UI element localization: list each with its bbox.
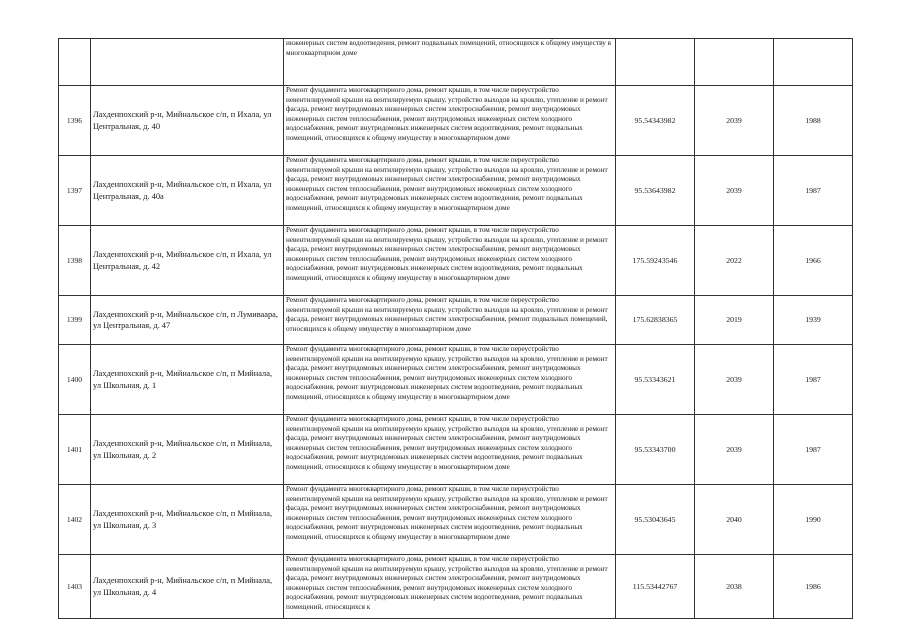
- row-works: Ремонт фундамента многоквартирного дома, ремонт крыши, в том числе переустройство невентилируемой крыши на вентилируемую крышу, устройство выходов на кровлю, утепление и ремонт фасада, ремонт внутридомовых инженерных систем электроснабжения, ремонт внутридомовых инженерных систем теплоснабжения, ремонт внутридомовых инженерных систем холодного водоснабжения, ремонт внутридомовых инженерных систем водоотведения, ремонт подвальных помещений, относящихся к общему имуществу в многоквартирном доме: [284, 156, 616, 226]
- row-built: 1987: [774, 156, 853, 226]
- row-cost: 175.62838365: [616, 296, 695, 345]
- row-year: 2038: [695, 555, 774, 619]
- row-works: инженерных систем водоотведения, ремонт подвальных помещений, относящихся к общему имуществу в многоквартирном доме: [284, 39, 616, 86]
- row-works: Ремонт фундамента многоквартирного дома, ремонт крыши, в том числе переустройство невентилируемой крыши на вентилируемую крышу, устройство выходов на кровлю, утепление и ремонт фасада, ремонт внутридомовых инженерных систем электроснабжения, ремонт внутридомовых инженерных систем теплоснабжения, ремонт внутридомовых инженерных систем холодного водоснабжения, ремонт внутридомовых инженерных систем водоотведения, ремонт подвальных помещений, относящихся к: [284, 555, 616, 619]
- row-year: 2022: [695, 226, 774, 296]
- row-address: Лахденпохский р-н, Мийнальское с/п, п Лумиваара, ул Центральная, д. 47: [91, 296, 284, 345]
- row-number: 1399: [59, 296, 91, 345]
- row-number: 1397: [59, 156, 91, 226]
- row-number: 1401: [59, 415, 91, 485]
- table-row: [59, 345, 853, 415]
- row-cost: 95.53643982: [616, 156, 695, 226]
- row-address: Лахденпохский р-н, Мийнальское с/п, п Ихала, ул Центральная, д. 42: [91, 226, 284, 296]
- row-works: Ремонт фундамента многоквартирного дома, ремонт крыши, в том числе переустройство невентилируемой крыши на вентилируемую крышу, устройство выходов на кровлю, утепление и ремонт фасада, ремонт внутридомовых инженерных систем электроснабжения, ремонт внутридомовых инженерных систем теплоснабжения, ремонт внутридомовых инженерных систем холодного водоснабжения, ремонт внутридомовых инженерных систем водоотведения, ремонт подвальных помещений, относящихся к общему имуществу в многоквартирном доме: [284, 86, 616, 156]
- row-built: 1987: [774, 415, 853, 485]
- row-works: Ремонт фундамента многоквартирного дома, ремонт крыши, в том числе переустройство невентилируемой крыши на вентилируемую крышу, устройство выходов на кровлю, утепление и ремонт фасада, ремонт внутридомовых инженерных систем электроснабжения, ремонт внутридомовых инженерных систем теплоснабжения, ремонт внутридомовых инженерных систем холодного водоснабжения, ремонт внутридомовых инженерных систем водоотведения, ремонт подвальных помещений, относящихся к общему имуществу в многоквартирном доме: [284, 226, 616, 296]
- row-number: 1398: [59, 226, 91, 296]
- row-year: 2039: [695, 415, 774, 485]
- row-address: Лахденпохский р-н, Мийнальское с/п, п Мийнала, ул Школьная, д. 4: [91, 555, 284, 619]
- row-works: Ремонт фундамента многоквартирного дома, ремонт крыши, в том числе переустройство невентилируемой крыши на вентилируемую крышу, устройство выходов на кровлю, утепление и ремонт фасада, ремонт внутридомовых инженерных систем электроснабжения, ремонт внутридомовых инженерных систем теплоснабжения, ремонт внутридомовых инженерных систем холодного водоснабжения, ремонт внутридомовых инженерных систем водоотведения, ремонт подвальных помещений, относящихся к общему имуществу в многоквартирном доме: [284, 415, 616, 485]
- row-address: Лахденпохский р-н, Мийнальское с/п, п Мийнала, ул Школьная, д. 3: [91, 485, 284, 555]
- row-built: [774, 39, 853, 86]
- row-year: 2019: [695, 296, 774, 345]
- row-cost: [616, 39, 695, 86]
- row-cost: 95.53043645: [616, 485, 695, 555]
- table-row: [59, 296, 853, 345]
- row-cost: 115.53442767: [616, 555, 695, 619]
- row-year: 2039: [695, 345, 774, 415]
- table-row: [59, 555, 853, 619]
- table-row: [59, 226, 853, 296]
- row-cost: 95.53343700: [616, 415, 695, 485]
- table-row: [59, 39, 853, 86]
- row-works: Ремонт фундамента многоквартирного дома, ремонт крыши, в том числе переустройство невентилируемой крыши на вентилируемую крышу, устройство выходов на кровлю, утепление и ремонт фасада, ремонт внутридомовых инженерных систем электроснабжения, ремонт внутридомовых инженерных систем теплоснабжения, ремонт внутридомовых инженерных систем холодного водоснабжения, ремонт внутридомовых инженерных систем водоотведения, ремонт подвальных помещений, относящихся к общему имуществу в многоквартирном доме: [284, 345, 616, 415]
- row-address: Лахденпохский р-н, Мийнальское с/п, п Ихала, ул Центральная, д. 40: [91, 86, 284, 156]
- row-address: Лахденпохский р-н, Мийнальское с/п, п Ихала, ул Центральная, д. 40а: [91, 156, 284, 226]
- row-address: [91, 39, 284, 86]
- row-works: Ремонт фундамента многоквартирного дома, ремонт крыши, в том числе переустройство невентилируемой крыши на вентилируемую крышу, устройство выходов на кровлю, утепление и ремонт фасада, ремонт внутридомовых инженерных систем электроснабжения, ремонт подвальных помещений, относящихся к общему имуществу в многоквартирном доме: [284, 296, 616, 345]
- table-row: [59, 485, 853, 555]
- row-number: 1402: [59, 485, 91, 555]
- row-number: 1400: [59, 345, 91, 415]
- table-row: [59, 415, 853, 485]
- row-built: 1987: [774, 345, 853, 415]
- table-row: [59, 156, 853, 226]
- row-cost: 95.54343982: [616, 86, 695, 156]
- row-built: 1966: [774, 226, 853, 296]
- row-cost: 95.53343621: [616, 345, 695, 415]
- row-address: Лахденпохский р-н, Мийнальское с/п, п Мийнала, ул Школьная, д. 1: [91, 345, 284, 415]
- row-built: 1990: [774, 485, 853, 555]
- row-year: [695, 39, 774, 86]
- row-year: 2040: [695, 485, 774, 555]
- row-number: 1396: [59, 86, 91, 156]
- row-works: Ремонт фундамента многоквартирного дома, ремонт крыши, в том числе переустройство невентилируемой крыши на вентилируемую крышу, устройство выходов на кровлю, утепление и ремонт фасада, ремонт внутридомовых инженерных систем электроснабжения, ремонт внутридомовых инженерных систем теплоснабжения, ремонт внутридомовых инженерных систем холодного водоснабжения, ремонт внутридомовых инженерных систем водоотведения, ремонт подвальных помещений, относящихся к общему имуществу в многоквартирном доме: [284, 485, 616, 555]
- row-address: Лахденпохский р-н, Мийнальское с/п, п Мийнала, ул Школьная, д. 2: [91, 415, 284, 485]
- row-built: 1939: [774, 296, 853, 345]
- row-year: 2039: [695, 86, 774, 156]
- row-year: 2039: [695, 156, 774, 226]
- row-number: 1403: [59, 555, 91, 619]
- table-row: [59, 86, 853, 156]
- capital-repair-table: [58, 38, 853, 619]
- row-number: [59, 39, 91, 86]
- row-cost: 175.59243546: [616, 226, 695, 296]
- row-built: 1986: [774, 555, 853, 619]
- row-built: 1988: [774, 86, 853, 156]
